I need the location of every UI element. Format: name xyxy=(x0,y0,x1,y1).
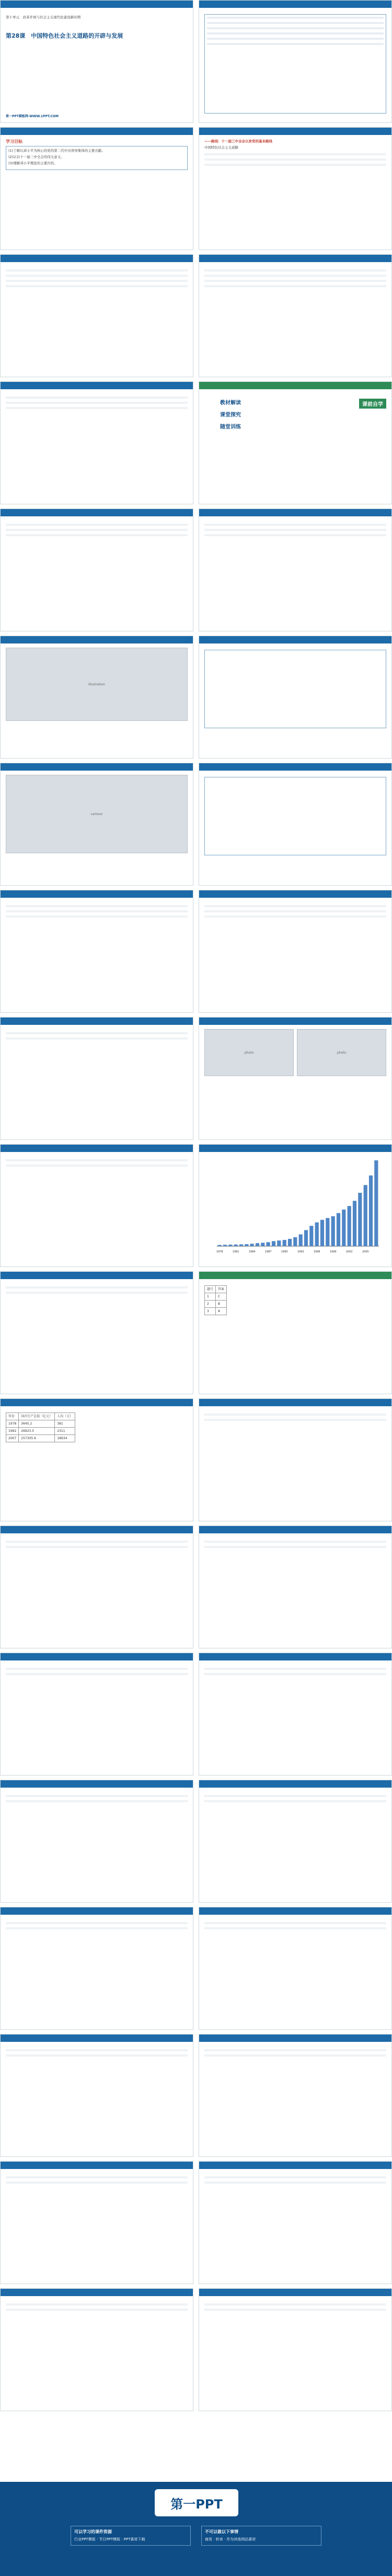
text-box xyxy=(204,14,386,114)
slide-body xyxy=(204,1538,386,1644)
chart-bar xyxy=(299,1235,303,1247)
table-header-cell: 题号 xyxy=(205,1286,216,1293)
chart-bar xyxy=(223,1245,227,1246)
intro-line: 中国特色社会主义道路 xyxy=(204,145,238,150)
slide-body xyxy=(204,1156,386,1262)
table-cell: 3645.2 xyxy=(19,1420,55,1428)
slide-text-7 xyxy=(199,763,392,886)
table-cell: C xyxy=(216,1293,227,1301)
intro-line: ——路线：十一届三中全会以来党的基本路线 xyxy=(204,139,272,143)
gdp-bar-chart xyxy=(204,1156,382,1256)
slide-body xyxy=(6,1156,188,1262)
objectives-box xyxy=(6,146,188,170)
slide-text-5 xyxy=(0,509,193,631)
slide-topbar xyxy=(199,1,391,8)
chart-bar xyxy=(374,1160,378,1246)
slide-topbar xyxy=(199,1653,391,1660)
site-logo[interactable]: 第一PPT xyxy=(155,2489,238,2516)
slide-text-17 xyxy=(199,1653,392,1776)
chart-bar xyxy=(309,1226,313,1246)
chart-bar xyxy=(326,1218,329,1246)
slide-topbar xyxy=(1,2289,193,2296)
illustration: illustration xyxy=(6,648,188,721)
slide-gdp-table xyxy=(0,1398,193,1521)
slide-text-19 xyxy=(199,1780,392,1903)
menu-heading[interactable]: 教材解读 xyxy=(220,400,241,406)
slide-topbar xyxy=(1,128,193,135)
slide-topbar xyxy=(199,2289,391,2296)
footer-col-title: 不可以做以下事情 xyxy=(205,2529,238,2534)
footer-banner xyxy=(0,2482,392,2576)
slide-body xyxy=(6,1919,188,2025)
table-header-row xyxy=(205,1286,227,1293)
footer-columns xyxy=(0,2526,392,2546)
slide-topbar xyxy=(1,890,193,898)
slide-body xyxy=(6,775,188,881)
x-tick-label: 1990 xyxy=(281,1250,288,1253)
chart-bar xyxy=(288,1239,292,1246)
chart-bar xyxy=(267,1242,270,1246)
slide-topbar xyxy=(1,1018,193,1025)
slide-text-23 xyxy=(199,2034,392,2157)
slide-body xyxy=(6,139,188,245)
table-cell: 257305.6 xyxy=(19,1435,55,1442)
chart-bar xyxy=(239,1245,243,1246)
slide-objectives xyxy=(0,127,193,250)
slide-text-26 xyxy=(0,2288,193,2411)
photo: photo xyxy=(204,1029,294,1076)
slide-topbar xyxy=(1,1907,193,1915)
slide-topbar xyxy=(1,1399,193,1406)
slide-text-13 xyxy=(199,1398,392,1521)
slide-image-2 xyxy=(0,763,193,886)
slide-topbar xyxy=(199,2162,391,2169)
slide-text-10 xyxy=(0,1017,193,1140)
cover-title: 第28课 中国特色社会主义道路的开辟与发展 xyxy=(6,32,123,39)
slide-topbar xyxy=(1,1145,193,1152)
objective-item: (1)了解以邓小平为核心的党的第二代中央领导集体的主要贡献。 xyxy=(8,149,105,153)
table-header-cell: 答案 xyxy=(216,1286,227,1293)
table-cell: 2311 xyxy=(55,1428,75,1435)
table-header-row xyxy=(6,1413,75,1420)
slide-text-15 xyxy=(199,1526,392,1648)
cartoon-image: cartoon xyxy=(6,775,188,853)
menu-item[interactable]: 课堂探究 xyxy=(220,412,241,418)
objectives-heading: 学习目标 xyxy=(6,139,22,144)
slide-body xyxy=(204,266,386,372)
table-row xyxy=(205,1308,227,1315)
chart-bar xyxy=(348,1206,351,1246)
slide-topbar xyxy=(1,2162,193,2169)
table-cell: 18934 xyxy=(55,1435,75,1442)
slide-body xyxy=(6,2046,188,2152)
quiz-table xyxy=(204,1285,227,1315)
lesson-tag: 第十单元 改革开放与社会主义现代化建设新时期 xyxy=(6,15,80,19)
slide-text-14 xyxy=(0,1526,193,1648)
slide-topbar xyxy=(199,382,391,389)
table-header-cell: 人均（元） xyxy=(55,1413,75,1420)
chart-bar xyxy=(228,1245,232,1246)
slide-topbar xyxy=(1,1780,193,1788)
chart-bar xyxy=(277,1240,281,1246)
slide-body xyxy=(6,393,188,500)
slide-body xyxy=(204,1410,386,1517)
slide-body xyxy=(204,2046,386,2152)
chart-bar xyxy=(342,1210,345,1246)
slide-text-22 xyxy=(0,2034,193,2157)
slide-body xyxy=(204,1919,386,2025)
slide-text-2 xyxy=(0,254,193,377)
table-cell: 26923.5 xyxy=(19,1428,55,1435)
chart-bar xyxy=(272,1241,275,1246)
slide-body xyxy=(6,521,188,627)
slide-topbar xyxy=(199,128,391,135)
slide-chart xyxy=(199,1144,392,1267)
slide-body xyxy=(6,12,188,118)
slide-quiz xyxy=(199,1271,392,1394)
slide-body xyxy=(204,2300,386,2406)
footer-col-title: 可以学习的课件资源 xyxy=(74,2529,112,2534)
chart-bar xyxy=(293,1237,297,1246)
slide-text-20 xyxy=(0,1907,193,2030)
slide-text-16 xyxy=(0,1653,193,1776)
slide-topbar xyxy=(1,763,193,771)
chart-bar xyxy=(250,1244,254,1246)
slide-menu xyxy=(199,381,392,504)
slide-body xyxy=(6,1029,188,1135)
chart-bar xyxy=(283,1240,286,1246)
slide-body xyxy=(204,902,386,1008)
slide-topbar xyxy=(1,255,193,262)
chart-bar xyxy=(234,1245,238,1246)
table-row xyxy=(6,1420,75,1428)
chart-bar xyxy=(261,1243,264,1247)
slide-body xyxy=(204,775,386,881)
slide-topbar xyxy=(199,1780,391,1788)
slide-body xyxy=(204,2173,386,2279)
diagram-box xyxy=(204,650,386,728)
slide-topbar xyxy=(199,1018,391,1025)
footer-col xyxy=(71,2526,191,2546)
menu-badge: 课前自学 xyxy=(359,399,386,409)
slide-body xyxy=(204,648,386,754)
slide-text-6 xyxy=(199,509,392,631)
slide-topbar xyxy=(199,1145,391,1152)
slide-intro xyxy=(199,127,392,250)
footer-col xyxy=(201,2526,321,2546)
x-tick-label: 1978 xyxy=(216,1250,223,1253)
slide-text-25 xyxy=(199,2161,392,2284)
table-row xyxy=(6,1428,75,1435)
slide-topbar xyxy=(199,255,391,262)
x-tick-label: 1996 xyxy=(313,1250,320,1253)
table-cell: 1 xyxy=(205,1293,216,1301)
slide-topbar xyxy=(199,509,391,516)
slide-text-11 xyxy=(0,1144,193,1267)
slide-body xyxy=(204,1665,386,1771)
chart-bar xyxy=(256,1243,259,1246)
slide-topbar xyxy=(199,1526,391,1533)
slide-body xyxy=(6,902,188,1008)
table-cell: B xyxy=(216,1301,227,1308)
slide-text-3 xyxy=(199,254,392,377)
slide-text-18 xyxy=(0,1780,193,1903)
x-tick-label: 1993 xyxy=(297,1250,304,1253)
slide-body xyxy=(6,1792,188,1898)
slide-topbar xyxy=(1,509,193,516)
slide-body xyxy=(204,12,386,118)
photo: photo xyxy=(297,1029,386,1076)
table-cell: 381 xyxy=(55,1420,75,1428)
chart-bar xyxy=(369,1176,373,1246)
chart-bar xyxy=(337,1213,340,1246)
slide-topbar xyxy=(1,636,193,643)
chart-bar xyxy=(358,1193,362,1246)
objective-item: (2)认识十一届三中全会的伟大意义。 xyxy=(8,155,64,159)
gdp-table xyxy=(6,1413,75,1442)
brand-label: 第一PPT模板网-WWW.1PPT.COM xyxy=(6,115,59,118)
slide-topbar xyxy=(199,1272,391,1279)
slide-body xyxy=(6,266,188,372)
table-cell: A xyxy=(216,1308,227,1315)
objective-item: (3)理解邓小平理论的主要内容。 xyxy=(8,161,57,165)
slide-body xyxy=(6,1283,188,1389)
x-tick-label: 2002 xyxy=(345,1250,353,1253)
slide-body xyxy=(204,139,386,245)
slide-diagram xyxy=(199,636,392,759)
slide-body xyxy=(6,2173,188,2279)
slide-body xyxy=(204,393,386,500)
chart-bar xyxy=(364,1185,367,1246)
slide-body xyxy=(204,1792,386,1898)
slide-text-21 xyxy=(199,1907,392,2030)
slide-text-9 xyxy=(199,890,392,1013)
x-tick-label: 1984 xyxy=(248,1250,256,1253)
slide-topbar xyxy=(199,890,391,898)
chart-bar xyxy=(218,1245,222,1246)
slide-topbar xyxy=(199,1399,391,1406)
slide-body xyxy=(6,1538,188,1644)
slide-text-8 xyxy=(0,890,193,1013)
slide-topbar xyxy=(199,763,391,771)
slide-image-1 xyxy=(0,636,193,759)
table-cell: 1978 xyxy=(6,1420,19,1428)
x-tick-label: 1987 xyxy=(264,1250,272,1253)
slide-body xyxy=(6,1410,188,1517)
table-cell: 1992 xyxy=(6,1428,19,1435)
slide-photos xyxy=(199,1017,392,1140)
slide-body xyxy=(6,648,188,754)
table-header-cell: 国内生产总值（亿元） xyxy=(19,1413,55,1420)
x-tick-label: 1999 xyxy=(329,1250,337,1253)
slide-topbar xyxy=(1,1526,193,1533)
table-row xyxy=(205,1301,227,1308)
slide-text-27 xyxy=(199,2288,392,2411)
table-header-cell: 年份 xyxy=(6,1413,19,1420)
chart-bar xyxy=(245,1244,248,1246)
table-row xyxy=(6,1435,75,1442)
slide-topbar xyxy=(1,1272,193,1279)
slide-body xyxy=(204,1029,386,1135)
slide-topbar xyxy=(1,2035,193,2042)
flow-box xyxy=(204,777,386,855)
slide-body xyxy=(204,521,386,627)
slide-text-12 xyxy=(0,1271,193,1394)
slide-body xyxy=(6,2300,188,2406)
slide-text-24 xyxy=(0,2161,193,2284)
chart-bar xyxy=(353,1201,356,1246)
slide-topbar xyxy=(1,382,193,389)
slide-topbar xyxy=(1,1653,193,1660)
chart-bar xyxy=(320,1220,324,1246)
footer-col-text: 商用 · 转卖 · 作为其他网站素材 xyxy=(205,2537,256,2541)
table-row xyxy=(205,1293,227,1301)
slide-body xyxy=(6,1665,188,1771)
slide-body xyxy=(204,1283,386,1389)
table-cell: 2007 xyxy=(6,1435,19,1442)
slide-text-4 xyxy=(0,381,193,504)
chart-bar xyxy=(331,1216,335,1246)
x-tick-label: 2005 xyxy=(362,1250,369,1253)
slide-topbar xyxy=(199,636,391,643)
chart-bar xyxy=(315,1223,319,1246)
footer-col-text: 行业PPT模板 · 节日PPT模板 · PPT素材下载 xyxy=(74,2537,145,2541)
x-tick-label: 1981 xyxy=(232,1250,239,1253)
slide-topbar xyxy=(199,1907,391,1915)
slide-topbar xyxy=(199,2035,391,2042)
menu-item[interactable]: 随堂训练 xyxy=(220,424,241,430)
slide-topbar xyxy=(1,1,193,8)
chart-bar xyxy=(304,1230,308,1246)
table-cell: 2 xyxy=(205,1301,216,1308)
table-cell: 3 xyxy=(205,1308,216,1315)
slide-text-1 xyxy=(199,0,392,123)
slide-cover xyxy=(0,0,193,123)
